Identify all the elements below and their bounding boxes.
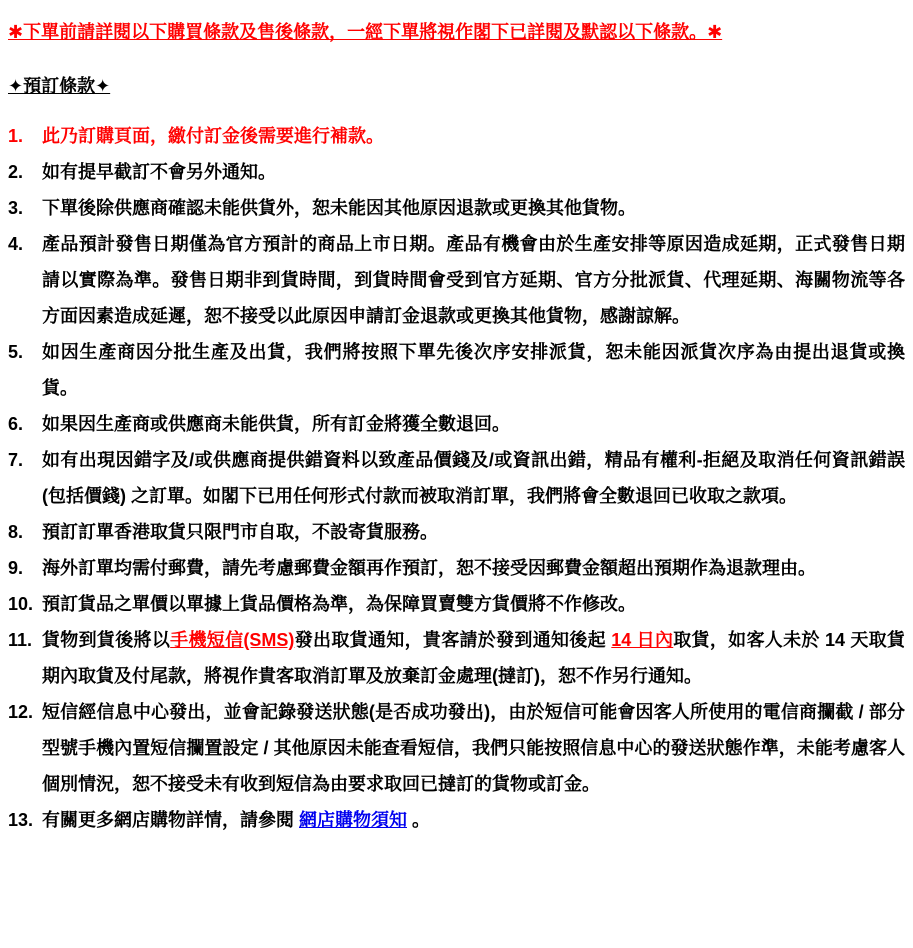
term-item xyxy=(8,622,905,694)
term-segment: 如果因生產商或供應商未能供貨，所有訂金將獲全數退回。 xyxy=(42,414,510,434)
term-item xyxy=(8,406,905,442)
term-segment: 。 xyxy=(407,810,431,830)
term-item xyxy=(8,154,905,190)
term-segment: 貨物到貨後將以 xyxy=(42,630,171,650)
term-text xyxy=(42,406,905,442)
term-number: 13. xyxy=(8,810,34,830)
pre-order-notice: ✱下單前請詳閱以下購買條款及售後條款，一經下單將視作閣下已詳閱及默認以下條款。✱ xyxy=(8,22,723,42)
term-segment: 海外訂單均需付郵費，請先考慮郵費金額再作預訂，恕不接受因郵費金額超出預期作為退款理由。 xyxy=(42,558,816,578)
term-item xyxy=(8,118,905,154)
term-item xyxy=(8,442,905,514)
term-segment: 預訂訂單香港取貨只限門市自取，不設寄貨服務。 xyxy=(42,522,438,542)
term-segment: 預訂貨品之單價以單據上貨品價格為準，為保障買賣雙方貨價將不作修改。 xyxy=(42,594,636,614)
shop-guide-link[interactable]: 網店購物須知 xyxy=(299,810,407,830)
highlighted-term-text: 手機短信(SMS) xyxy=(170,630,295,650)
highlighted-term-text: 14 日內 xyxy=(611,630,674,650)
term-number: 7. xyxy=(8,450,24,470)
term-segment: 有關更多網店購物詳情，請參閱 xyxy=(42,810,299,830)
term-text xyxy=(42,334,905,406)
term-segment: 產品預計發售日期僅為官方預計的商品上市日期。產品有機會由於生產安排等原因造成延期，正式發售日期請以實際為準。發售日期非到貨時間，到貨時間會受到官方延期、官方分批派貨、代理延期、海關物流等各方面因素造成延遲，恕不接受以此原因申請訂金退款或更換其他貨物，感謝諒解。 xyxy=(42,234,905,326)
term-number: 10. xyxy=(8,594,34,614)
term-number: 2. xyxy=(8,162,24,182)
term-text xyxy=(42,442,905,514)
term-number: 6. xyxy=(8,414,24,434)
term-segment: 短信經信息中心發出，並會記錄發送狀態(是否成功發出)，由於短信可能會因客人所使用的電信商攔截 / 部分型號手機內置短信攔置設定 / 其他原因未能查看短信，我們只能按照信息中心的發送狀態作準，未能考慮客人個別情況，恕不接受未有收到短信為由要求取回已撻訂的貨物或訂金。 xyxy=(42,702,905,794)
term-segment: 此乃訂購頁面，繳付訂金後需要進行補款。 xyxy=(42,126,384,146)
term-item xyxy=(8,586,905,622)
section-title-booking-terms: ✦預訂條款✦ xyxy=(8,76,111,96)
term-text xyxy=(42,622,905,694)
terms-list xyxy=(8,118,905,838)
term-text xyxy=(42,550,905,586)
term-item xyxy=(8,226,905,334)
term-number: 11. xyxy=(8,630,33,650)
term-item xyxy=(8,190,905,226)
term-segment: 發出取貨通知，貴客請於發到通知後起 xyxy=(294,630,612,650)
term-text xyxy=(42,802,905,838)
term-number: 1. xyxy=(8,126,24,146)
term-item xyxy=(8,334,905,406)
term-number: 4. xyxy=(8,234,24,254)
term-segment: 如因生產商因分批生產及出貨，我們將按照下單先後次序安排派貨，恕未能因派貨次序為由提出退貨或換貨。 xyxy=(42,342,905,398)
term-segment: 如有提早截訂不會另外通知。 xyxy=(42,162,276,182)
term-text xyxy=(42,154,905,190)
term-item xyxy=(8,514,905,550)
term-item xyxy=(8,550,905,586)
term-number: 3. xyxy=(8,198,24,218)
term-item xyxy=(8,802,905,838)
term-text xyxy=(42,586,905,622)
term-number: 9. xyxy=(8,558,24,578)
term-number: 8. xyxy=(8,522,24,542)
term-text xyxy=(42,226,905,334)
term-segment: 取貨，如客人未於 14 天取貨期內取貨及付尾款，將視作貴客取消訂單及放棄訂金處理(撻訂)，恕不作另行通知。 xyxy=(42,630,905,686)
term-segment: 如有出現因錯字及/或供應商提供錯資料以致產品價錢及/或資訊出錯，精品有權利-拒絕及取消任何資訊錯誤(包括價錢) 之訂單。如閣下已用任何形式付款而被取消訂單，我們將會全數退回已收取之款項。 xyxy=(42,450,905,506)
term-text xyxy=(42,514,905,550)
term-text xyxy=(42,190,905,226)
term-number: 12. xyxy=(8,702,34,722)
term-text xyxy=(42,118,905,154)
term-text xyxy=(42,694,905,802)
term-item xyxy=(8,694,905,802)
term-number: 5. xyxy=(8,342,24,362)
term-segment: 下單後除供應商確認未能供貨外，恕未能因其他原因退款或更換其他貨物。 xyxy=(42,198,636,218)
